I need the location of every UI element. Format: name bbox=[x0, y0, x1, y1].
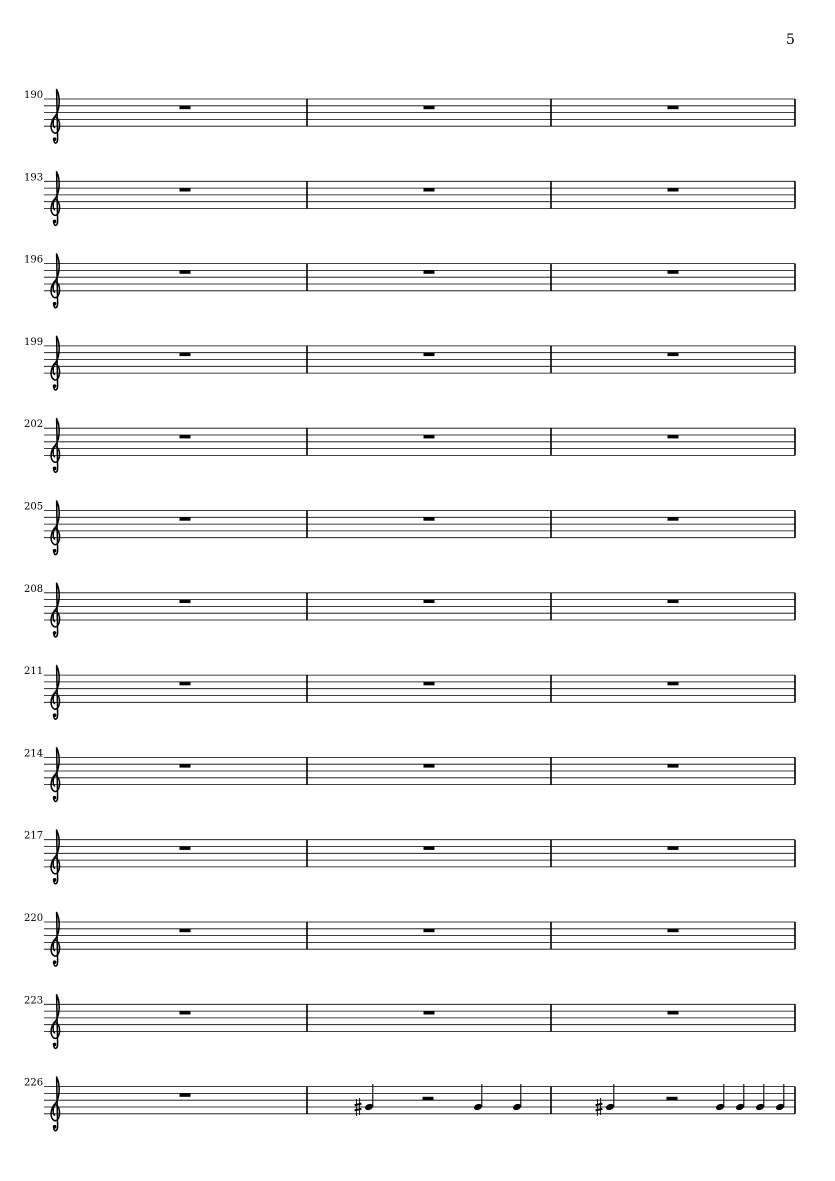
whole-rest bbox=[180, 188, 191, 191]
staff-system bbox=[24, 501, 795, 555]
whole-rest bbox=[180, 764, 191, 767]
treble-clef-dot bbox=[53, 302, 57, 306]
staff-system bbox=[24, 995, 795, 1049]
measure-number: 205 bbox=[24, 501, 44, 513]
measure-number: 211 bbox=[24, 666, 44, 678]
staff-system bbox=[24, 830, 795, 884]
whole-rest bbox=[668, 270, 679, 273]
measure-number: 226 bbox=[24, 1077, 44, 1089]
treble-clef-icon bbox=[51, 583, 59, 637]
measure-number: 223 bbox=[24, 995, 44, 1007]
whole-rest bbox=[668, 600, 679, 603]
treble-clef-icon bbox=[51, 1077, 59, 1131]
treble-clef-dot bbox=[53, 631, 57, 635]
treble-clef-icon bbox=[51, 748, 59, 802]
treble-clef-icon bbox=[51, 172, 59, 226]
staff-system bbox=[24, 748, 795, 802]
staff-system bbox=[24, 89, 795, 143]
staff-system bbox=[24, 336, 795, 390]
staff-system bbox=[24, 1077, 795, 1131]
whole-rest bbox=[180, 847, 191, 850]
whole-rest bbox=[180, 270, 191, 273]
treble-clef-dot bbox=[53, 878, 57, 882]
sharp-bar bbox=[596, 1109, 603, 1111]
whole-rest bbox=[424, 764, 435, 767]
whole-rest bbox=[180, 1093, 191, 1096]
measure-number: 214 bbox=[24, 748, 44, 760]
measure-number: 202 bbox=[24, 419, 44, 431]
whole-rest bbox=[668, 847, 679, 850]
staff-system bbox=[24, 666, 795, 720]
whole-rest bbox=[424, 106, 435, 109]
whole-rest bbox=[424, 929, 435, 932]
measure-number: 190 bbox=[24, 90, 44, 101]
sharp-bar bbox=[596, 1104, 603, 1106]
sharp-bar bbox=[355, 1104, 362, 1106]
whole-rest bbox=[668, 435, 679, 438]
treble-clef-icon bbox=[51, 336, 59, 390]
staff-system bbox=[24, 254, 795, 308]
staff-system bbox=[24, 912, 795, 966]
whole-rest bbox=[424, 847, 435, 850]
page-number: 5 bbox=[786, 32, 795, 48]
whole-rest bbox=[668, 1011, 679, 1014]
staff-system bbox=[24, 583, 795, 637]
treble-clef-dot bbox=[53, 467, 57, 471]
treble-clef-icon bbox=[51, 912, 59, 966]
treble-clef-dot bbox=[53, 220, 57, 224]
whole-rest bbox=[424, 517, 435, 520]
whole-rest bbox=[424, 600, 435, 603]
measure-number: 196 bbox=[24, 254, 44, 266]
treble-clef-dot bbox=[53, 137, 57, 141]
half-rest bbox=[667, 1097, 678, 1100]
whole-rest bbox=[180, 929, 191, 932]
measure-number: 208 bbox=[24, 583, 44, 595]
treble-clef-dot bbox=[53, 384, 57, 388]
whole-rest bbox=[180, 1011, 191, 1014]
treble-clef-dot bbox=[53, 796, 57, 800]
whole-rest bbox=[424, 1011, 435, 1014]
treble-clef-icon bbox=[51, 666, 59, 720]
measure-number: 217 bbox=[24, 830, 44, 842]
treble-clef-dot bbox=[53, 549, 57, 553]
whole-rest bbox=[180, 353, 191, 356]
whole-rest bbox=[668, 682, 679, 685]
whole-rest bbox=[424, 270, 435, 273]
treble-clef-icon bbox=[51, 254, 59, 308]
sharp-bar bbox=[355, 1109, 362, 1111]
whole-rest bbox=[180, 682, 191, 685]
treble-clef-icon bbox=[51, 419, 59, 473]
treble-clef-icon bbox=[51, 89, 59, 143]
whole-rest bbox=[668, 929, 679, 932]
whole-rest bbox=[180, 600, 191, 603]
whole-rest bbox=[668, 517, 679, 520]
whole-rest bbox=[424, 435, 435, 438]
whole-rest bbox=[668, 764, 679, 767]
whole-rest bbox=[424, 353, 435, 356]
whole-rest bbox=[668, 353, 679, 356]
half-rest bbox=[423, 1097, 434, 1100]
whole-rest bbox=[180, 435, 191, 438]
measure-number: 193 bbox=[24, 172, 44, 184]
staff-system bbox=[24, 419, 795, 473]
measure-number: 199 bbox=[24, 336, 44, 348]
whole-rest bbox=[424, 188, 435, 191]
measure-number: 220 bbox=[24, 913, 44, 924]
treble-clef-dot bbox=[53, 713, 57, 717]
staff-system bbox=[24, 172, 795, 226]
treble-clef-dot bbox=[53, 1043, 57, 1047]
treble-clef-dot bbox=[53, 1125, 57, 1129]
whole-rest bbox=[180, 517, 191, 520]
whole-rest bbox=[424, 682, 435, 685]
treble-clef-dot bbox=[53, 960, 57, 964]
treble-clef-icon bbox=[51, 830, 59, 884]
whole-rest bbox=[668, 106, 679, 109]
whole-rest bbox=[180, 106, 191, 109]
whole-rest bbox=[668, 188, 679, 191]
treble-clef-icon bbox=[51, 995, 59, 1049]
treble-clef-icon bbox=[51, 501, 59, 555]
